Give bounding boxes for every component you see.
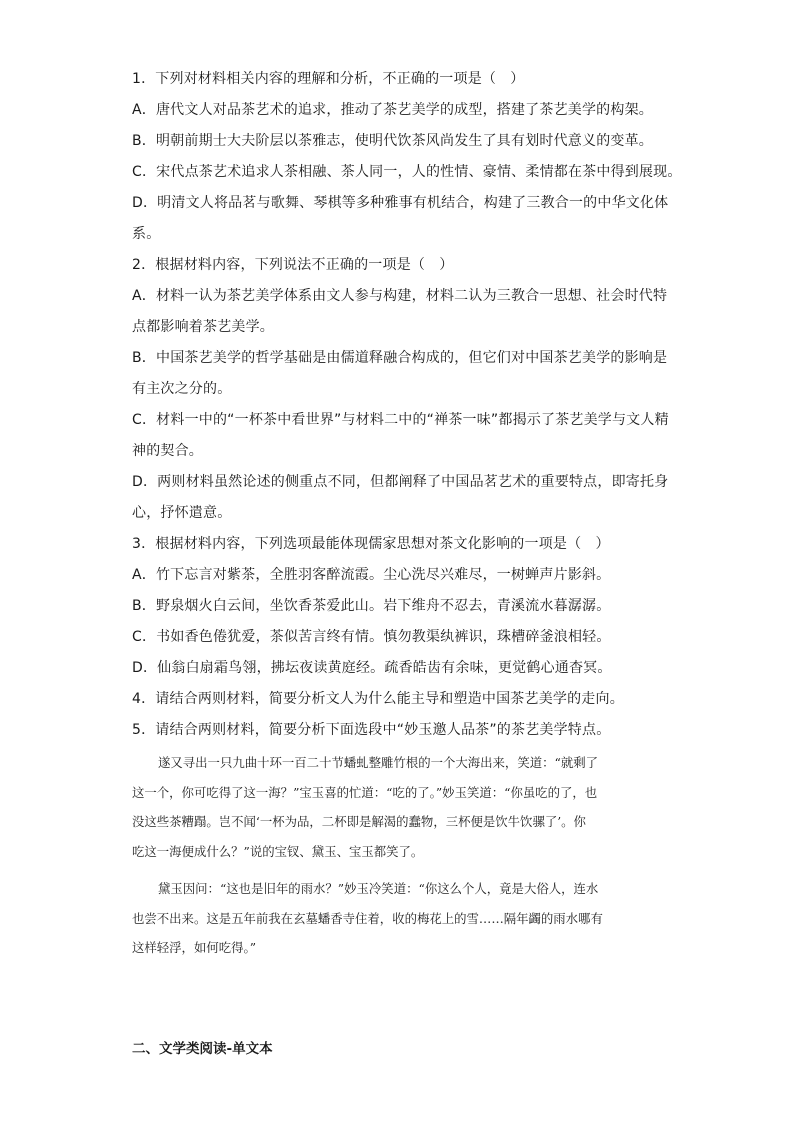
question-line: D．仙翁白扇霜鸟翎，拂坛夜读黄庭经。疏香皓齿有余味，更觉鹤心通杳冥。: [132, 660, 612, 676]
question-line: 心，抒怀遣意。: [132, 505, 232, 521]
question-line: A．唐代文人对品茶艺术的追求，推动了茶艺美学的成型，搭建了茶艺美学的构架。: [132, 102, 653, 118]
paragraph-spacer: [132, 866, 662, 874]
question-line: C．书如香色倦犹爱，茶似苦言终有情。慎勿教渠纨裤识，珠槽碎釜浪相轻。: [132, 629, 611, 645]
excerpt-line: 黛玉因问：“这也是旧年的雨水？”妙玉冷笑道：“你这么个人，竟是大俗人，连水: [158, 881, 599, 896]
question-line: A．材料一认为茶艺美学体系由文人参与构建，材料二认为三教合一思想、社会时代特: [132, 288, 668, 304]
question-line: 1．下列对材料相关内容的理解和分析，不正确的一项是（ ）: [132, 71, 525, 87]
question-line: B．野泉烟火白云间，坐饮香茶爱此山。岩下维舟不忍去，青溪流水暮潺潺。: [132, 598, 611, 614]
question-line: 有主次之分的。: [132, 381, 232, 397]
question-line: B．明朝前期士大夫阶层以茶雅志，使明代饮茶风尚发生了具有划时代意义的变革。: [132, 133, 654, 149]
question-line: A．竹下忘言对紫茶，全胜羽客醉流霞。尘心洗尽兴难尽，一树蝉声片影斜。: [132, 567, 611, 583]
question-line: C．宋代点茶艺术追求人茶相融、茶人同一，人的性情、豪情、柔情都在茶中得到展现。: [132, 164, 682, 180]
excerpt-line: 吃这一海便成什么？”说的宝钗、黛玉、宝玉都笑了。: [132, 843, 424, 859]
question-line: D．两则材料虽然论述的侧重点不同，但都阐释了中国品茗艺术的重要特点，即寄托身: [132, 474, 669, 490]
question-line: 2．根据材料内容，下列说法不正确的一项是（ ）: [132, 257, 454, 273]
question-line: 5．请结合两则材料，简要分析下面选段中“妙玉邀人品茶”的茶艺美学特点。: [132, 722, 611, 738]
question-line: C．材料一中的“一杯茶中看世界”与材料二中的“禅茶一味”都揭示了茶艺美学与文人精: [132, 412, 669, 428]
question-block: [132, 64, 682, 963]
excerpt-passage: [132, 748, 662, 963]
question-line: 3．根据材料内容，下列选项最能体现儒家思想对茶文化影响的一项是（ ）: [132, 536, 610, 552]
section-title: 二、文学类阅读-单文本: [132, 1041, 273, 1057]
excerpt-line: 这样轻浮，如何吃得。”: [132, 940, 257, 955]
excerpt-line: 也尝不出来。这是五年前我在玄墓蟠香寺住着，收的梅花上的雪……隔年蠲的雨水哪有: [132, 910, 603, 926]
excerpt-line: 遂又寻出一只九曲十环一百二十节蟠虬整雕竹根的一个大海出来，笑道：“就剩了: [158, 755, 599, 770]
excerpt-line: 没这些茶糟蹋。岂不闻‘一杯为品，二杯即是解渴的蠢物，三杯便是饮牛饮骡了’。你: [132, 814, 586, 829]
question-line: 神的契合。: [132, 443, 203, 459]
excerpt-line: 这一个，你可吃得了这一海？”宝玉喜的忙道：“吃的了。”妙玉笑道：“你虽吃的了，也: [132, 784, 598, 800]
question-line: D．明清文人将品茗与歌舞、琴棋等多种雅事有机结合，构建了三教合一的中华文化体: [132, 195, 669, 211]
question-line: 系。: [132, 226, 161, 242]
question-line: 点都影响着茶艺美学。: [132, 319, 274, 335]
question-line: 4．请结合两则材料，简要分析文人为什么能主导和塑造中国茶艺美学的走向。: [132, 691, 624, 707]
question-list: [132, 64, 682, 746]
question-line: B．中国茶艺美学的哲学基础是由儒道释融合构成的，但它们对中国茶艺美学的影响是: [132, 350, 668, 366]
